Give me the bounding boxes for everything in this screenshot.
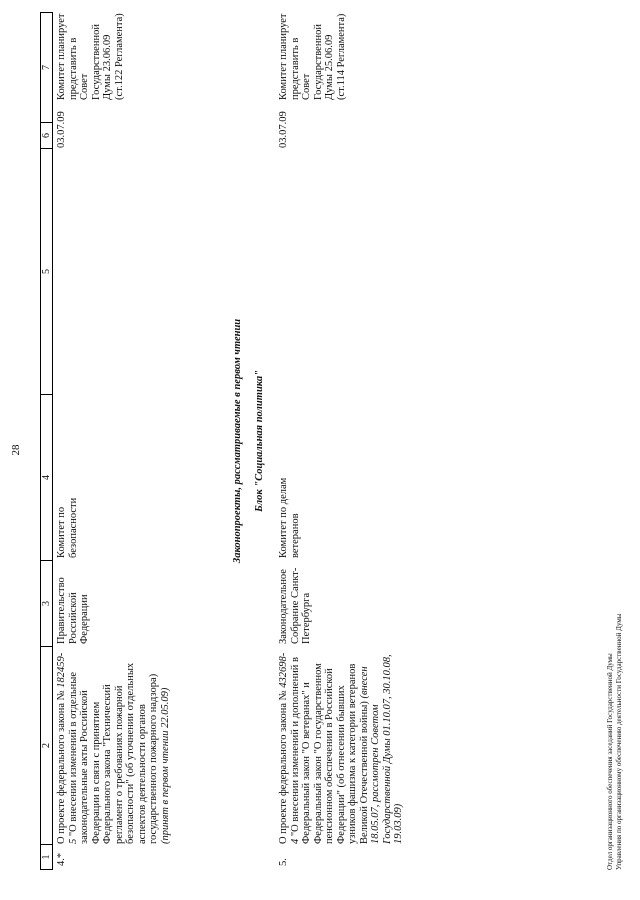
col-header-1: 1 [41,854,52,860]
date: 03.07.09 [56,111,67,148]
bill-body: "О внесении изменений в отдельные законодательные акты Российской Федерации в связи с принятием Федерального закона "Технический регламент о требованиях пожарной безопасности" (об уточнении отдельных аспектов деятельности органов государственного пожарного надзора) [67,662,159,844]
col-header-5: 5 [41,149,52,395]
remark: Комитет планирует представить в Совет Государственной Думы 25.06.09 (ст.114 Регламента) [278,13,347,100]
initiator: Законодательное Собрание Санкт-Петербурга [278,567,312,644]
table-header [40,12,53,870]
row-number: 5. [278,858,289,866]
bill-title-prefix: О проекте федерального закона № [56,687,67,844]
bill-note: (внесен 18.05.07, рассмотрен Советом Государственной Думы 01.10.07, 30.10.08, 19.03.09) [358,654,404,844]
col-header-7: 7 [41,13,52,123]
col-header-2: 2 [41,647,52,845]
section-heading: Законопроекты, рассматриваемые в первом чтении [232,318,243,564]
committee: Комитет по делам ветеранов [278,477,301,558]
bill-body: "О внесении изменений и дополнений в Федеральный закон "О ветеранах" и Федеральный закон "О государственном пенсионном обеспечении в Российской Федерации" (об отнесении бывших узников фашизма к категории ветеранов Великой Отечественной войны) [289,656,370,844]
bill-title-prefix: О проекте федерального закона № [278,687,289,844]
page-number: 28 [10,444,22,456]
bill-description [278,648,405,844]
bill-number: 432698-4 [278,652,301,844]
bill-note: (принят в первом чтении 22.05.09) [159,687,171,844]
date: 03.07.09 [278,111,289,148]
col-header-3: 3 [41,561,52,647]
bill-description [56,648,171,844]
committee: Комитет по безопасности [56,497,79,558]
bill-number: 182459-5 [56,652,79,844]
initiator: Правительство Российской Федерации [56,577,90,644]
footer-line-2: Управления по организационному обеспечению деятельности Государственной Думы [615,613,623,870]
block-heading: Блок "Социальная политика" [254,370,265,512]
col-header-4: 4 [41,395,52,561]
remark: Комитет планирует представить в Совет Государственной Думы 23.06.09 (ст.122 Регламента) [56,13,125,100]
agenda-table [40,12,422,870]
footer-line-1: Отдел организационного обеспечения заседаний Государственной Думы [606,653,614,870]
row-number: 4.* [56,852,67,866]
col-header-6: 6 [41,123,52,149]
